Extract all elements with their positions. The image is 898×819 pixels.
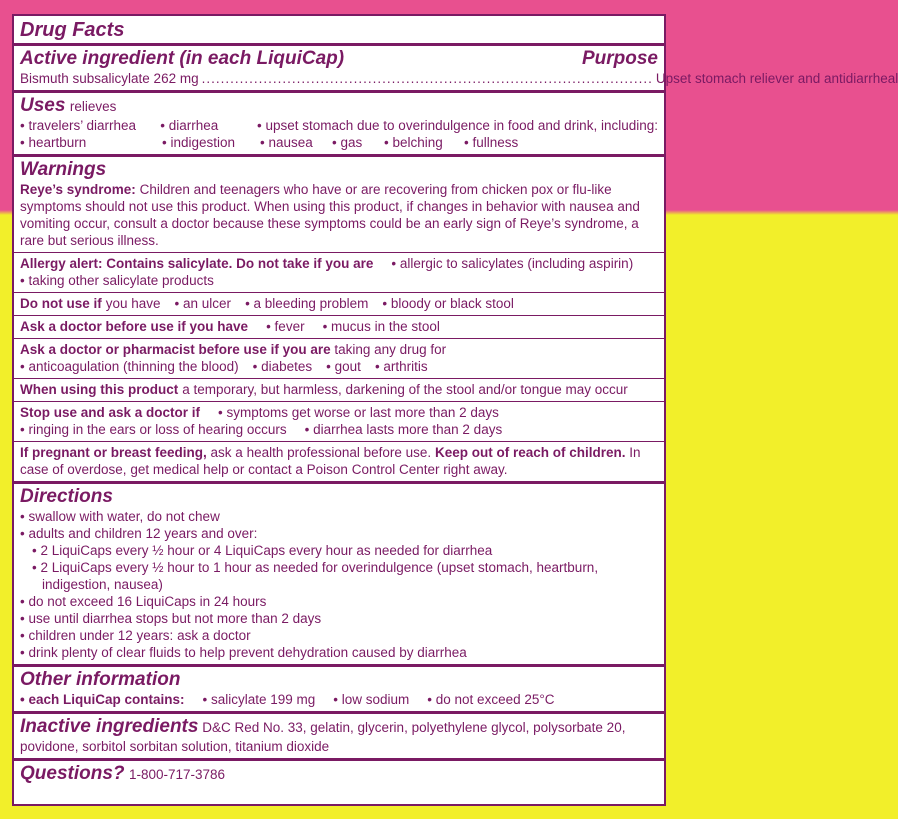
list-item: • upset stomach due to overindulgence in food and drink, including:: [257, 118, 658, 133]
list-item: • drink plenty of clear fluids to help prevent dehydration caused by diarrhea: [20, 645, 467, 660]
pregnancy-text: ask a health professional before use.: [210, 445, 432, 460]
warnings-reye-section: [14, 157, 664, 253]
keep-out-text: In case of overdose, get medical help or contact a Poison Control Center right away.: [20, 445, 641, 477]
list-item: • use until diarrhea stops but not more than 2 days: [20, 611, 322, 626]
leader-dots: ...............................................................................................: [201, 71, 653, 86]
purpose-heading: Purpose: [581, 48, 658, 69]
warnings-heading: Warnings: [20, 159, 107, 180]
list-item: • mucus in the stool: [322, 319, 440, 334]
keep-out-label: Keep out of reach of children.: [434, 445, 626, 460]
active-ingredient-section: [14, 46, 898, 93]
list-item: • heartburn: [20, 135, 87, 150]
ask-pharmacist-intro: taking any drug for: [334, 342, 447, 357]
list-item: • adults and children 12 years and over:: [20, 526, 258, 541]
list-item: • diarrhea lasts more than 2 days: [304, 422, 503, 437]
list-item: • travelers’ diarrhea: [20, 118, 137, 133]
list-item: • diabetes: [252, 359, 313, 374]
pregnancy-paragraph: [20, 444, 658, 478]
list-item: • do not exceed 16 LiquiCaps in 24 hours: [20, 594, 267, 609]
list-item: • arthritis: [374, 359, 428, 374]
list-item: • swallow with water, do not chew: [20, 509, 220, 524]
active-ingredient-heading: Active ingredient (in each LiquiCap): [20, 48, 345, 69]
list-item: • 2 LiquiCaps every ½ hour to 1 hour as needed for overindulgence (upset stomach, heartburn, indigestion, nausea): [32, 560, 599, 592]
allergy-section: [14, 253, 664, 293]
uses-heading: Uses: [20, 95, 66, 116]
reye-paragraph: [20, 181, 658, 249]
list-item: • gout: [326, 359, 361, 374]
inactive-section: [14, 714, 664, 761]
when-using-label: When using this product: [20, 382, 179, 397]
list-item: • salicylate 199 mg: [202, 692, 316, 707]
pregnancy-label: If pregnant or breast feeding,: [20, 445, 207, 460]
list-item: • ringing in the ears or loss of hearing occurs: [20, 422, 287, 437]
other-info-section: [14, 667, 664, 714]
directions-heading: Directions: [20, 486, 113, 507]
questions-heading: Questions?: [20, 763, 125, 784]
drug-facts-panel: [12, 14, 898, 806]
drug-facts-title: Drug Facts: [20, 19, 125, 41]
list-item: • fullness: [464, 135, 519, 150]
questions-section: [14, 761, 664, 788]
list-item: • do not exceed 25°C: [427, 692, 555, 707]
list-item: • children under 12 years: ask a doctor: [20, 628, 251, 643]
list-item: • a bleeding problem: [245, 296, 369, 311]
ask-pharmacist-label: Ask a doctor or pharmacist before use if you are: [20, 342, 331, 357]
inactive-paragraph: [20, 716, 658, 755]
uses-row-2: [20, 134, 658, 151]
purpose-value: Upset stomach reliever and antidiarrheal: [655, 71, 898, 86]
allergy-label: Allergy alert: Contains salicylate. Do not take if you are: [20, 256, 374, 271]
other-info-label: • each LiquiCap contains:: [20, 692, 185, 707]
list-item: • an ulcer: [174, 296, 232, 311]
when-using-text: a temporary, but harmless, darkening of the stool and/or tongue may occur: [182, 382, 628, 397]
ask-pharmacist-section: [14, 339, 664, 379]
list-item: • nausea: [260, 135, 313, 150]
list-item: • fever: [266, 319, 305, 334]
list-item: • anticoagulation (thinning the blood): [20, 359, 239, 374]
list-item: • low sodium: [333, 692, 410, 707]
stop-use-label: Stop use and ask a doctor if: [20, 405, 201, 420]
when-using-section: [14, 379, 664, 402]
list-item: • allergic to salicylates (including aspirin): [391, 256, 634, 271]
drug-facts-header: [14, 16, 664, 46]
active-ingredient-value: Bismuth subsalicylate 262 mg: [20, 71, 199, 86]
list-item: • bloody or black stool: [382, 296, 514, 311]
list-item: • 2 LiquiCaps every ½ hour or 4 LiquiCaps every hour as needed for diarrhea: [32, 543, 493, 558]
uses-row-1: [20, 117, 658, 134]
other-info-heading: Other information: [20, 669, 181, 690]
ask-doctor-section: [14, 316, 664, 339]
list-item: • symptoms get worse or last more than 2 days: [218, 405, 499, 420]
list-item: • diarrhea: [160, 118, 219, 133]
do-not-use-label: Do not use if: [20, 296, 102, 311]
reye-label: Reye’s syndrome:: [20, 182, 136, 197]
inactive-heading: Inactive ingredients: [20, 716, 199, 737]
do-not-use-intro: you have: [105, 296, 161, 311]
stop-use-section: [14, 402, 664, 442]
list-item: • indigestion: [162, 135, 236, 150]
questions-phone: 1-800-717-3786: [128, 767, 226, 782]
uses-section: [14, 93, 664, 157]
list-item: • taking other salicylate products: [20, 273, 214, 288]
directions-section: [14, 484, 664, 667]
reye-text: Children and teenagers who have or are recovering from chicken pox or flu-like symptoms should not use this product. When using this product, if changes in behavior with nausea and vomiting occur, consult a doctor because these symptoms could be an early sign of Reye’s syndrome, a rare but serious illness.: [20, 182, 640, 248]
ask-doctor-label: Ask a doctor before use if you have: [20, 319, 249, 334]
pregnancy-section: [14, 442, 664, 484]
list-item: • belching: [384, 135, 443, 150]
list-item: • gas: [332, 135, 363, 150]
inactive-text: D&C Red No. 33, gelatin, glycerin, polyethylene glycol, polysorbate 20, povidone, sorbitol sorbitan solution, titanium dioxide: [20, 720, 626, 754]
do-not-use-section: [14, 293, 664, 316]
uses-intro: relieves: [69, 99, 117, 114]
